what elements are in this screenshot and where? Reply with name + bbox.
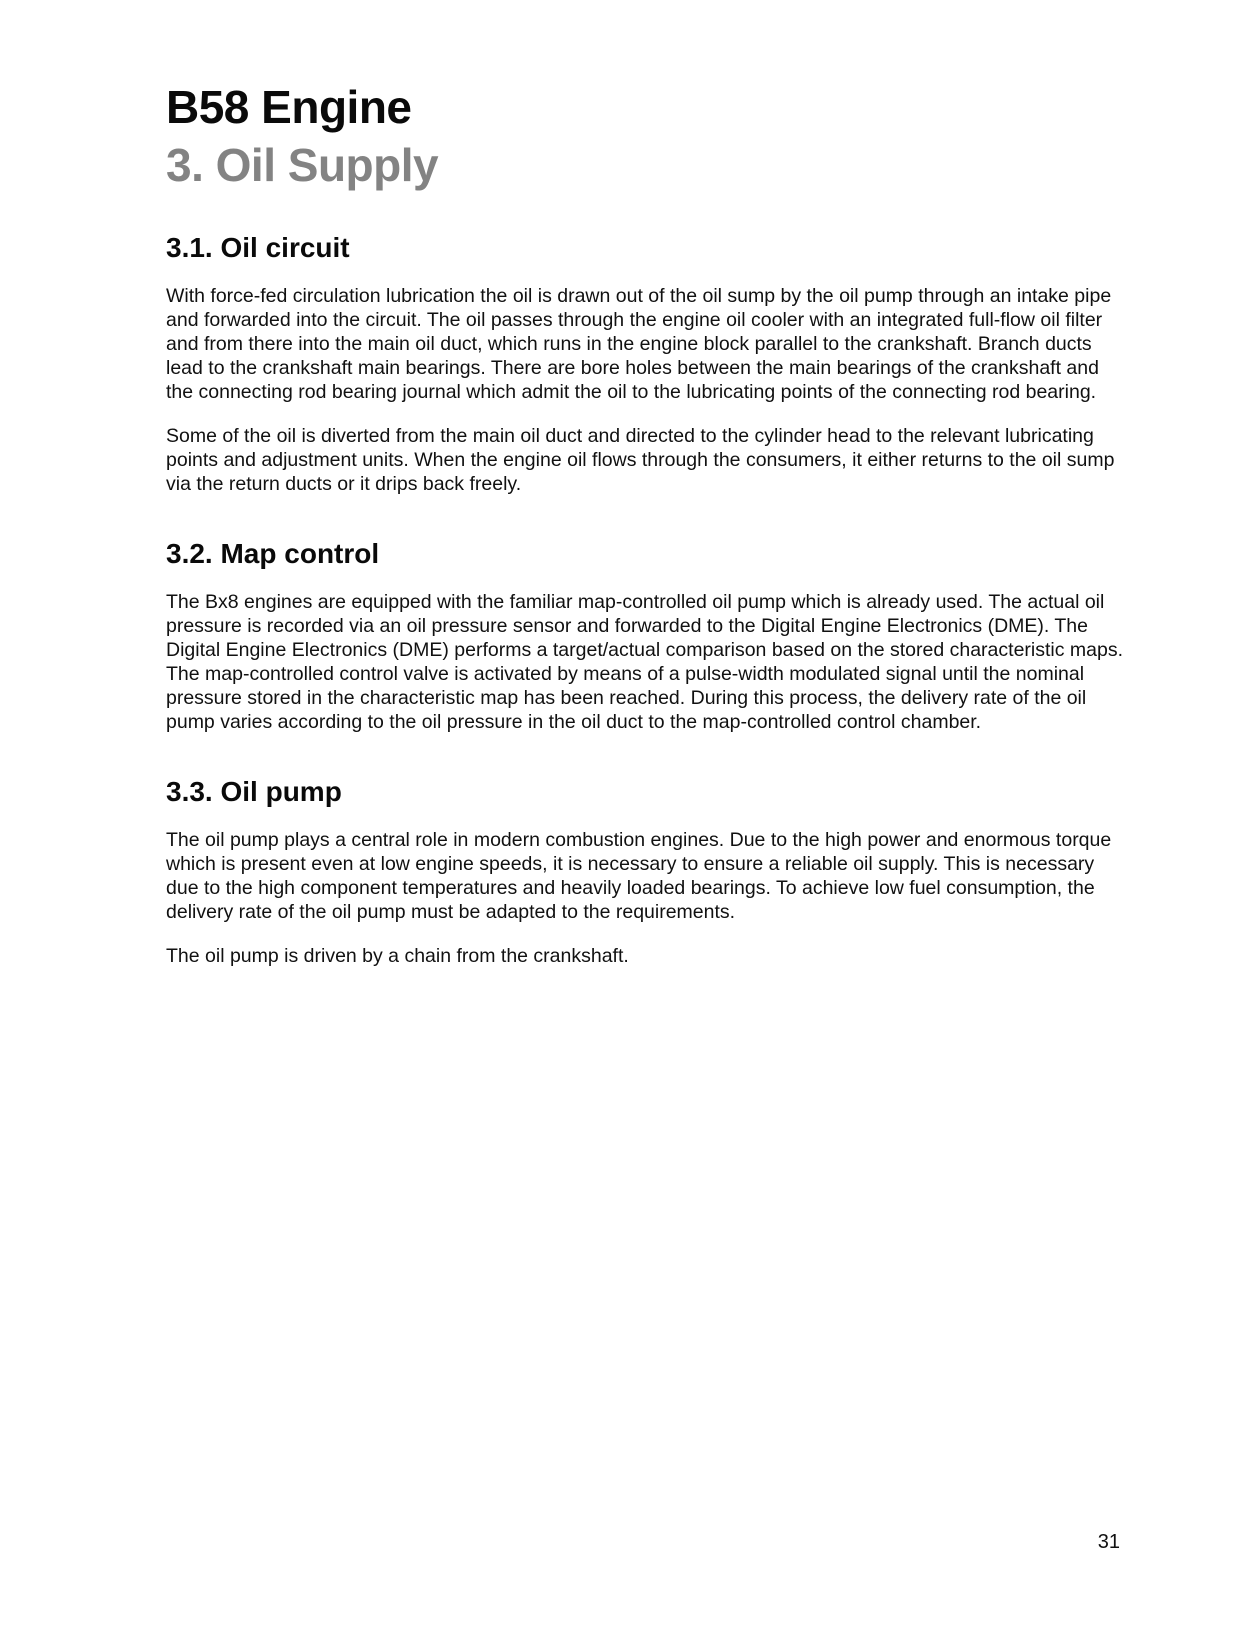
paragraph: The Bx8 engines are equipped with the familiar map-controlled oil pump which is already used. The actual oil pressure is recorded via an oil pressure sensor and forwarded to the Digital Engine Electronics (DME). The Digital Engine Electronics (DME) performs a target/actual comparison based on the stored characteristic maps. The map-controlled control valve is activated by means of a pulse-width modulated signal until the nominal pressure stored in the characteristic map has been reached. During this process, the delivery rate of the oil pump varies according to the oil pressure in the oil duct to the map-controlled control chamber.: [166, 591, 1124, 733]
paragraph: Some of the oil is diverted from the main oil duct and directed to the cylinder head to the relevant lubricating points and adjustment units. When the engine oil flows through the consumers, it either returns to the oil sump via the return ducts or it drips back freely.: [166, 425, 1115, 495]
section-heading: 3.1. Oil circuit: [166, 232, 350, 263]
section-oil-pump: [166, 774, 1126, 968]
paragraph: The oil pump is driven by a chain from the crankshaft.: [166, 945, 629, 967]
section-oil-circuit: [166, 230, 1126, 496]
paragraph: The oil pump plays a central role in modern combustion engines. Due to the high power and enormous torque which is present even at low engine speeds, it is necessary to ensure a reliable oil supply. This is necessary due to the high component temperatures and heavily loaded bearings. To achieve low fuel consumption, the delivery rate of the oil pump must be adapted to the requirements.: [166, 829, 1112, 923]
section-map-control: [166, 536, 1126, 734]
section-heading: 3.2. Map control: [166, 538, 380, 569]
page-content: [166, 78, 1126, 1008]
document-title: B58 Engine: [166, 81, 412, 133]
section-heading: 3.3. Oil pump: [166, 776, 342, 807]
page-number: 31: [1097, 1531, 1120, 1553]
chapter-title: 3. Oil Supply: [166, 139, 439, 191]
paragraph: With force-fed circulation lubrication the oil is drawn out of the oil sump by the oil pump through an intake pipe and forwarded into the circuit. The oil passes through the engine oil cooler with an integrated full-flow oil filter and from there into the main oil duct, which runs in the engine block parallel to the crankshaft. Branch ducts lead to the crankshaft main bearings. There are bore holes between the main bearings of the crankshaft and the connecting rod bearing journal which admit the oil to the lubricating points of the connecting rod bearing.: [166, 285, 1112, 403]
